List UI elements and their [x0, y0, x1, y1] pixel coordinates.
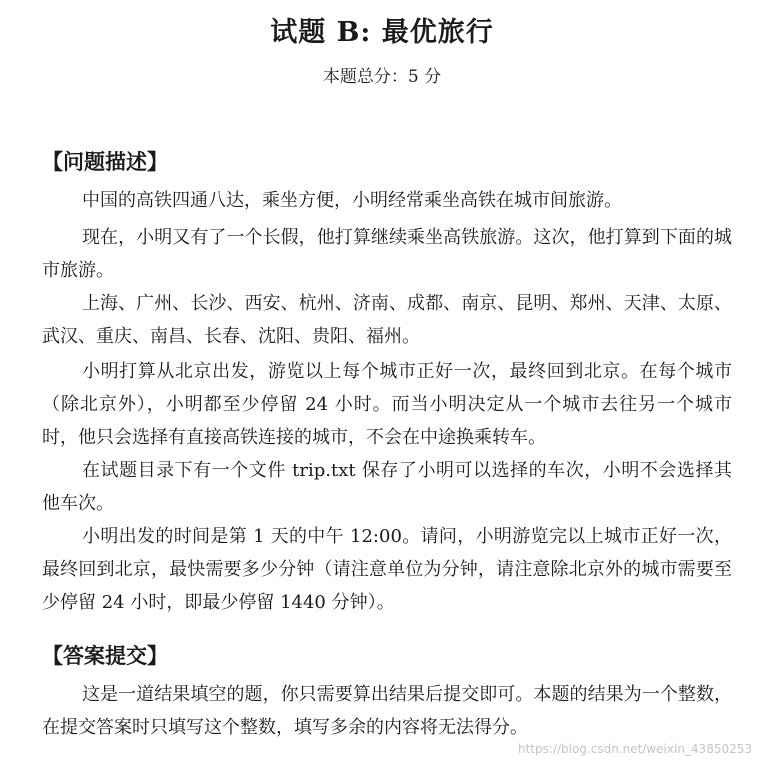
- section-heading-description: 【问题描述】: [42, 149, 168, 174]
- paragraph: 中国的高铁四通八达，乘坐方便，小明经常乘坐高铁在城市间旅游。: [82, 190, 622, 211]
- paragraph: 小明打算从北京出发，游览以上每个城市正好一次，最终回到北京。在每个城市（除北京外），小明都至少停留 24 小时。而当小明决定从一个城市去往另一个城市时，他只会选择有直接高铁连接的城市，不会在中途换乘转车。: [42, 361, 732, 448]
- problem-title: 试题 B: 最优旅行: [270, 17, 494, 48]
- paragraph: 这是一道结果填空的题，你只需要算出结果后提交即可。本题的结果为一个整数，在提交答案时只填写这个整数，填写多余的内容将无法得分。: [42, 684, 732, 738]
- paragraph: 现在，小明又有了一个长假，他打算继续乘坐高铁旅游。这次，他打算到下面的城市旅游。: [42, 227, 732, 281]
- total-score: 本题总分：5 分: [322, 67, 442, 87]
- watermark: https://blog.csdn.net/weixin_43850253: [517, 742, 752, 756]
- paragraph-city-list: 上海、广州、长沙、西安、杭州、济南、成都、南京、昆明、郑州、天津、太原、武汉、重庆、南昌、长春、沈阳、贵阳、福州。: [42, 293, 732, 347]
- section-heading-submission: 【答案提交】: [42, 643, 168, 668]
- paragraph: 小明出发的时间是第 1 天的中午 12:00。请问，小明游览完以上城市正好一次，最终回到北京，最快需要多少分钟（请注意单位为分钟，请注意除北京外的城市需要至少停留 24 小时，即最少停留 1440 分钟）。: [42, 526, 732, 613]
- paragraph: 在试题目录下有一个文件 trip.txt 保存了小明可以选择的车次，小明不会选择其他车次。: [42, 460, 732, 514]
